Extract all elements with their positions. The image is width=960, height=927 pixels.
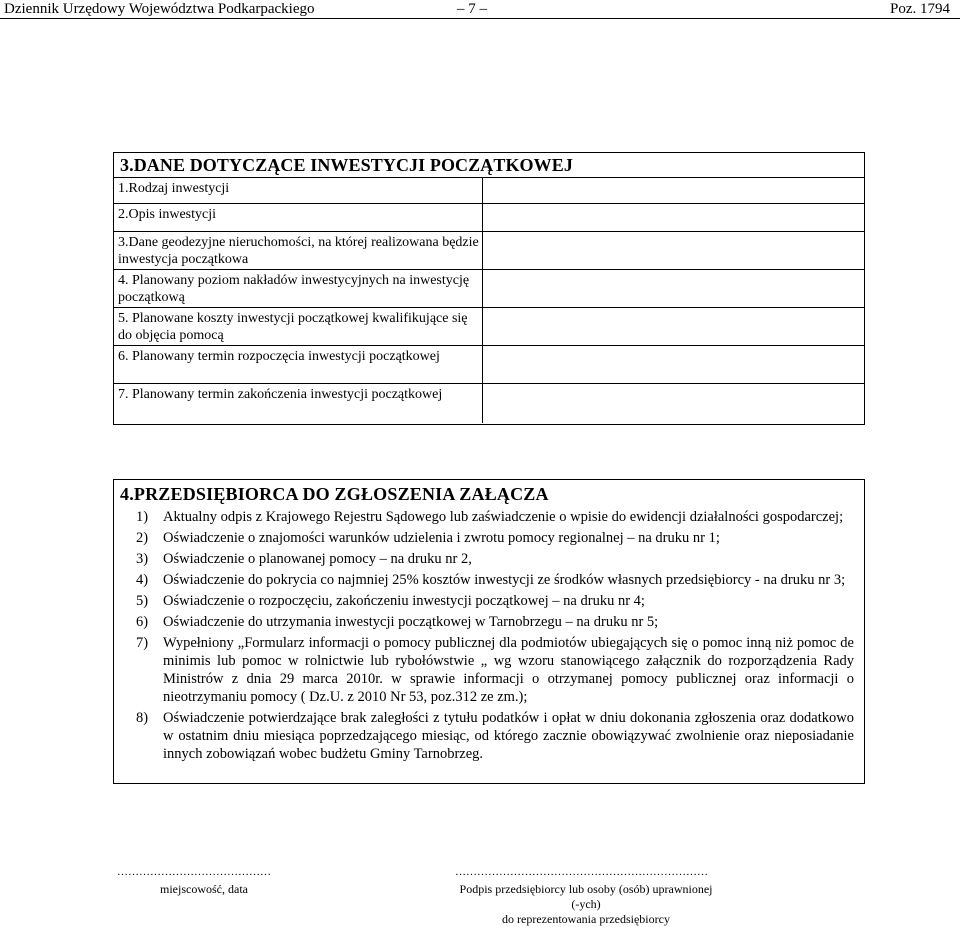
page-number: – 7 –: [457, 1, 487, 17]
row-value-field[interactable]: [483, 308, 864, 345]
place-date-line[interactable]: ……………………………………: [117, 866, 271, 878]
row-value-field[interactable]: [483, 204, 864, 231]
attachments-box: [113, 479, 865, 784]
signature-caption: [455, 882, 717, 927]
item-text: Aktualny odpis z Krajowego Rejestru Sądowego lub zaświadczenie o wpisie do ewidencji działalności gospodarczej;: [163, 509, 844, 525]
item-number: 8): [136, 710, 149, 726]
item-number: 4): [136, 572, 149, 588]
signature-caption-line-1: Podpis przedsiębiorcy lub osoby (osób) uprawnionej (-ych): [459, 882, 713, 911]
table-row: [114, 178, 864, 204]
item-number: 5): [136, 593, 149, 609]
journal-title: Dziennik Urzędowy Województwa Podkarpackiego: [4, 1, 315, 17]
section-4-title: 4.PRZEDSIĘBIORCA DO ZGŁOSZENIA ZAŁĄCZA: [120, 484, 549, 504]
list-item: [136, 634, 854, 706]
item-number: 3): [136, 551, 149, 567]
row-value-field[interactable]: [483, 384, 864, 423]
table-row: [114, 308, 864, 346]
row-label: 1.Rodzaj inwestycji: [114, 178, 483, 203]
section-3-title: 3.DANE DOTYCZĄCE INWESTYCJI POCZĄTKOWEJ: [114, 153, 864, 178]
item-number: 7): [136, 635, 149, 651]
page-header: [0, 0, 960, 19]
item-text: Oświadczenie o znajomości warunków udzielenia i zwrotu pomocy regionalnej – na druku nr 1;: [163, 530, 720, 546]
row-label: 6. Planowany termin rozpoczęcia inwestycji początkowej: [114, 346, 483, 383]
table-row: [114, 232, 864, 270]
list-item: [136, 529, 854, 547]
place-date-caption: miejscowość, data: [160, 882, 248, 896]
row-label: 7. Planowany termin zakończenia inwestycji początkowej: [114, 384, 483, 423]
list-item: [136, 592, 854, 610]
item-text: Wypełniony „Formularz informacji o pomocy publicznej dla podmiotów ubiegających się o pomoc inną niż pomoc de minimis lub pomoc w rolnictwie lub rybołówstwie „ wg wzoru stanowiącego załącznik do rozporządzenia Rady Ministrów z dnia 29 marca 2010r. w sprawie informacji o otrzymanej pomocy publicznej oraz informacji o nieotrzymaniu pomocy ( Dz.U. z 2010 Nr 53, poz.312 ze zm.);: [163, 635, 854, 705]
position-number: Poz. 1794: [890, 1, 950, 17]
item-text: Oświadczenie potwierdzające brak zaległości z tytułu podatków i opłat w dniu dokonania zgłoszenia oraz dodatkowo w ostatnim dniu miesiąca poprzedzającego miesiąc, od którego zacznie obowiązywać zwolnienie oraz nieposiadanie innych zobowiązań wobec budżetu Gminy Tarnobrzeg.: [163, 710, 854, 762]
table-row: [114, 204, 864, 232]
table-row: [114, 346, 864, 384]
row-label: 4. Planowany poziom nakładów inwestycyjnych na inwestycję początkową: [114, 270, 483, 307]
attachments-list: [114, 508, 864, 763]
item-number: 1): [136, 509, 149, 525]
item-text: Oświadczenie do utrzymania inwestycji początkowej w Tarnobrzegu – na druku nr 5;: [163, 614, 659, 630]
item-number: 2): [136, 530, 149, 546]
row-value-field[interactable]: [483, 178, 864, 203]
list-item: [136, 508, 854, 526]
item-text: Oświadczenie o planowanej pomocy – na druku nr 2,: [163, 551, 472, 567]
item-text: Oświadczenie o rozpoczęciu, zakończeniu inwestycji początkowej – na druku nr 4;: [163, 593, 645, 609]
row-value-field[interactable]: [483, 232, 864, 269]
list-item: [136, 709, 854, 763]
row-label: 3.Dane geodezyjne nieruchomości, na której realizowana będzie inwestycja początkowa: [114, 232, 483, 269]
list-item: [136, 550, 854, 568]
row-value-field[interactable]: [483, 346, 864, 383]
investment-data-table: [113, 152, 865, 425]
row-label: 2.Opis inwestycji: [114, 204, 483, 231]
row-value-field[interactable]: [483, 270, 864, 307]
table-row: [114, 270, 864, 308]
row-label: 5. Planowane koszty inwestycji początkowej kwalifikujące się do objęcia pomocą: [114, 308, 483, 345]
item-text: Oświadczenie do pokrycia co najmniej 25% kosztów inwestycji ze środków własnych przedsiębiorcy - na druku nr 3;: [163, 572, 846, 588]
list-item: [136, 571, 854, 589]
list-item: [136, 613, 854, 631]
table-row: [114, 384, 864, 423]
item-number: 6): [136, 614, 149, 630]
signature-line[interactable]: ……………………………………………………………: [455, 866, 708, 878]
signature-caption-line-2: do reprezentowania przedsiębiorcy: [502, 912, 670, 926]
